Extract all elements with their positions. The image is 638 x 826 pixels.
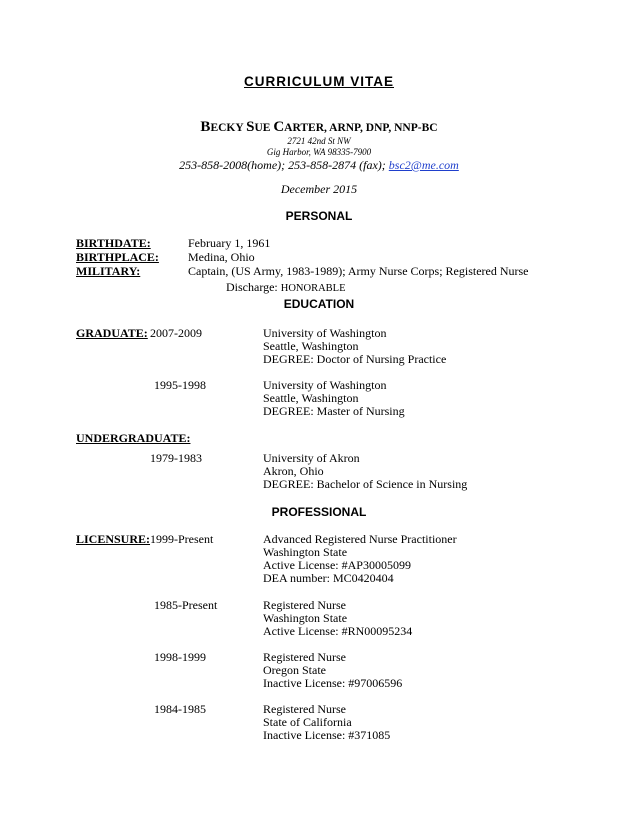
birthdate-label: BIRTHDATE: [76, 236, 151, 250]
licensure-label: LICENSURE: [76, 532, 151, 546]
dea-number: DEA number: MC0420404 [263, 571, 394, 585]
license-number: Inactive License: #97006596 [263, 676, 403, 690]
license-years: 1999-Present [150, 532, 214, 546]
license-state: Washington State [263, 545, 348, 559]
birthplace-label: BIRTHPLACE: [76, 250, 159, 264]
education-institution: University of Akron [263, 451, 360, 465]
section-heading-professional: PROFESSIONAL [271, 505, 367, 519]
address-line-2: Gig Harbor, WA 98335-7900 [266, 147, 372, 157]
license-years: 1984-1985 [154, 702, 206, 716]
license-number: Active License: #RN00095234 [263, 624, 413, 638]
email-link[interactable]: bsc2@me.com [388, 158, 459, 172]
undergraduate-label: UNDERGRADUATE: [76, 431, 191, 445]
education-degree: DEGREE: Doctor of Nursing Practice [263, 352, 447, 366]
birthplace-value: Medina, Ohio [188, 250, 255, 264]
license-number: Inactive License: #371085 [263, 728, 391, 742]
education-years: 1979-1983 [150, 451, 202, 465]
education-years: 2007-2009 [150, 326, 202, 340]
contact-line [0, 158, 638, 173]
education-degree: DEGREE: Bachelor of Science in Nursing [263, 477, 468, 491]
candidate-name: BECKY SUE CARTER, ARNP, DNP, NNP-BC [200, 119, 438, 135]
license-number: Active License: #AP30005099 [263, 558, 411, 572]
license-state: Washington State [263, 611, 348, 625]
license-years: 1998-1999 [154, 650, 206, 664]
document-title: CURRICULUM VITAE [244, 74, 394, 89]
education-location: Seattle, Washington [263, 391, 359, 405]
education-institution: University of Washington [263, 378, 387, 392]
birthdate-value: February 1, 1961 [188, 236, 271, 250]
license-state: State of California [263, 715, 352, 729]
license-title: Registered Nurse [263, 598, 346, 612]
education-location: Seattle, Washington [263, 339, 359, 353]
license-state: Oregon State [263, 663, 326, 677]
section-heading-personal: PERSONAL [285, 209, 353, 223]
license-title: Advanced Registered Nurse Practitioner [263, 532, 457, 546]
education-years: 1995-1998 [154, 378, 206, 392]
license-title: Registered Nurse [263, 702, 346, 716]
education-institution: University of Washington [263, 326, 387, 340]
military-label: MILITARY: [76, 264, 141, 278]
document-date: December 2015 [280, 182, 358, 196]
license-years: 1985-Present [154, 598, 218, 612]
education-location: Akron, Ohio [263, 464, 324, 478]
education-degree: DEGREE: Master of Nursing [263, 404, 405, 418]
phone-numbers: 253-858-2008(home); 253-858-2874 (fax); [179, 158, 389, 172]
license-title: Registered Nurse [263, 650, 346, 664]
military-value: Captain, (US Army, 1983-1989); Army Nurse Corps; Registered Nurse [188, 264, 529, 278]
discharge-line: Discharge: HONORABLE [226, 280, 346, 294]
graduate-label: GRADUATE: [76, 326, 148, 340]
section-heading-education: EDUCATION [283, 297, 355, 311]
address-line-1: 2721 42nd St NW [287, 136, 351, 146]
